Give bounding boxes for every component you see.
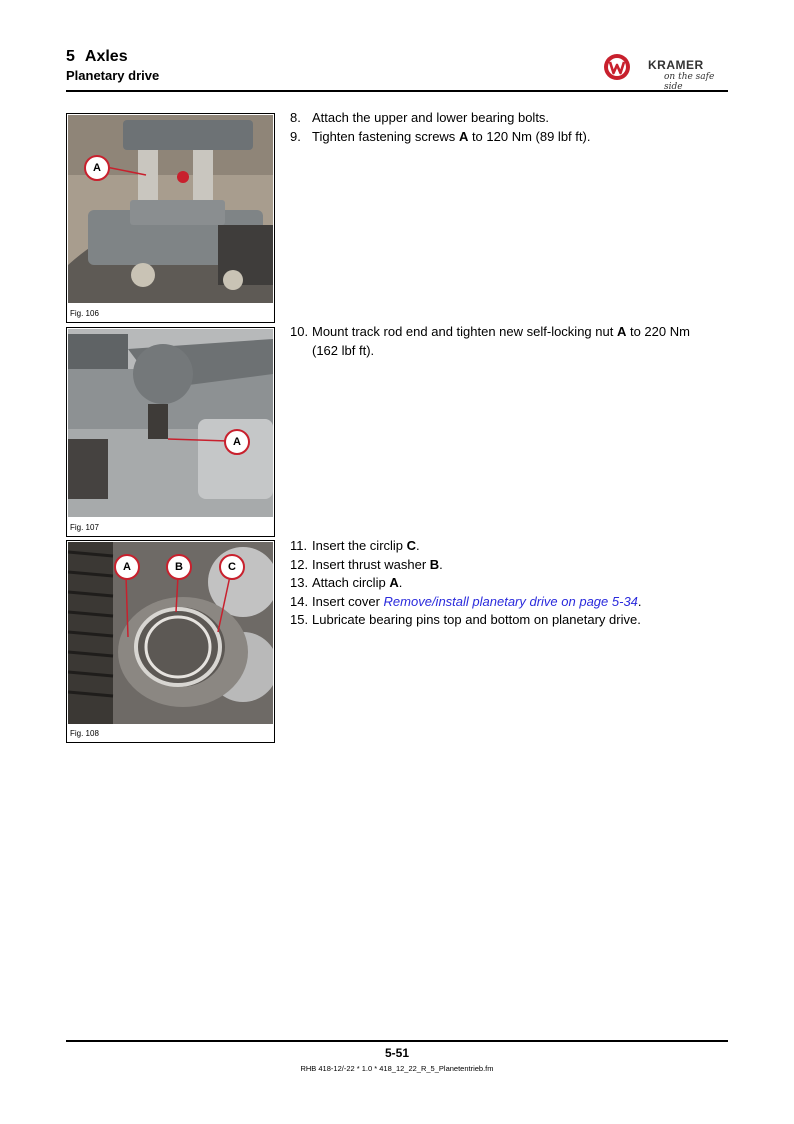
document-reference: RHB 418-12/-22 * 1.0 * 418_12_22_R_5_Planetentrieb.fm (300, 1064, 494, 1073)
kramer-w-logo-icon (604, 54, 630, 80)
figure-107 (66, 327, 275, 537)
step-number: 8. (290, 110, 301, 125)
step-number: 15. (290, 612, 309, 627)
figure-108-photo (68, 542, 273, 724)
step-text: Lubricate bearing pins top and bottom on planetary drive. (312, 612, 641, 627)
step-number: 9. (290, 128, 301, 144)
steps-group-1 (290, 109, 590, 146)
step-number: 14. (290, 593, 309, 609)
callout-c: C (219, 554, 245, 580)
figure-106 (66, 113, 275, 323)
figure-caption: Fig. 107 (70, 523, 99, 532)
step-15 (290, 611, 642, 630)
chapter-number: 5 (66, 48, 75, 65)
figure-caption: Fig. 108 (70, 729, 99, 738)
step-8 (290, 109, 590, 128)
step-text: Insert cover Remove/install planetary drive on page 5-34. (312, 593, 642, 609)
cross-reference-link[interactable]: Remove/install planetary drive on page 5-34 (383, 593, 638, 609)
steps-group-2 (290, 323, 690, 360)
step-9 (290, 128, 590, 147)
step-13 (290, 574, 642, 593)
step-text: Attach circlip A. (312, 575, 403, 590)
callout-a: A (114, 554, 140, 580)
step-text: Tighten fastening screws A to 120 Nm (89 lbf ft). (312, 128, 591, 144)
logo-tagline: on the safe side (664, 72, 715, 92)
step-text: Insert thrust washer B. (312, 556, 443, 572)
step-14 (290, 593, 642, 612)
figure-106-photo (68, 115, 273, 303)
brand-logo (604, 52, 728, 92)
figure-caption: Fig. 106 (70, 309, 99, 318)
page-number: 5-51 (384, 1046, 410, 1060)
steps-group-3 (290, 537, 642, 630)
section-title: Planetary drive (66, 68, 160, 83)
callout-a: A (224, 429, 250, 455)
step-10 (290, 323, 690, 360)
step-number: 12. (290, 556, 309, 572)
step-11 (290, 537, 642, 556)
callout-a: A (84, 155, 110, 181)
step-number: 11. (290, 538, 308, 553)
logo-wordmark: KRAMER (648, 58, 704, 72)
figure-107-photo (68, 329, 273, 517)
callout-b: B (166, 554, 192, 580)
step-number: 13. (290, 575, 309, 590)
step-number: 10. (290, 324, 309, 339)
footer-divider (66, 1040, 728, 1042)
step-text: Mount track rod end and tighten new self-locking nut A to 220 Nm (162 lbf ft). (312, 324, 690, 358)
chapter-title: Axles (84, 48, 128, 65)
step-text: Insert the circlip C. (312, 538, 420, 553)
step-12 (290, 556, 642, 575)
step-text: Attach the upper and lower bearing bolts. (312, 110, 550, 125)
chapter-heading (66, 48, 128, 66)
header-divider (66, 90, 728, 92)
figure-108 (66, 540, 275, 743)
